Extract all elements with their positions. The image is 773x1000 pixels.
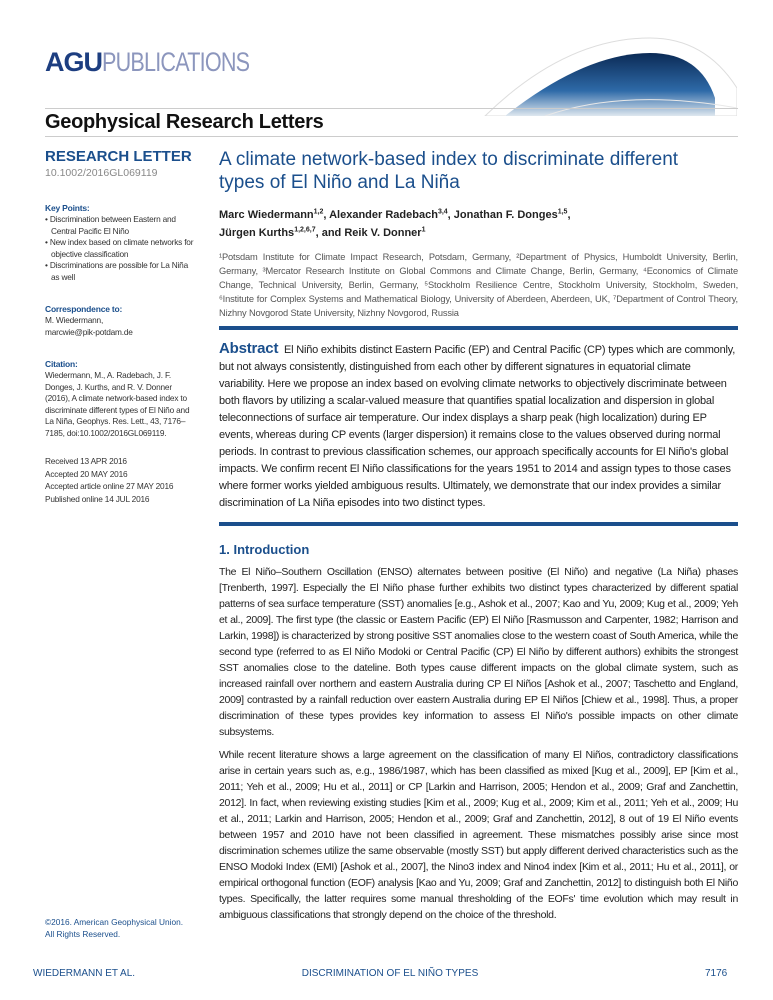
date-received: Received 13 APR 2016 xyxy=(45,456,127,466)
article-type: RESEARCH LETTER xyxy=(45,148,192,165)
agu-publications-logo xyxy=(45,47,286,78)
author-affiliation-marker: 1,2,6,7 xyxy=(294,226,316,234)
citation-text: Wiedermann, M., A. Radebach, J. F. Donges, J. Kurths, and R. V. Donner (2016), A climate network-based index to discriminate different types of El Niño and La Niña, Geophys. Res. Lett., 43, 7176–7185, doi:10.1002/2016GL069119. xyxy=(45,370,190,438)
author: Jonathan F. Donges xyxy=(453,209,558,221)
header-divider xyxy=(45,108,738,109)
intro-paragraph-2: While recent literature shows a large agreement on the classification of many El Niños, contradictory classifications arise in certain years such as, e.g., 1986/1987, which has been classified as mixed [Kug et al., 2009], EP [Kim et al., 2011; Yeh et al., 2009; Hu et al., 2011] or CP [Larkin and Harrison, 2005; Hendon et al., 2009; Graf and Zanchettin, 2012]. In fact, when reviewing existing studies [Kim et al., 2009; Kug et al., 2009; Kim et al., 2011; Yeh et al., 2009; Hu et al., 2011; Larkin and Harrison, 2005; Hendon et al., 2009; Graf and Zanchettin, 2012], 8 out of 19 El Niño events between 1957 and 2010 have not been classified in agreement. These mismatches possibly arise since most discrimination schemes utilize the same observable (mostly SST) but apply different derived characteristics such as the ENSO Modoki Index (EMI) [Ashok et al., 2007], the Nino3 index and Nino4 index [Kim et al., 2011; Hu et al., 2011], or empirical orthogonal function (EOF) analysis [Kao and Yu, 2009; Graf and Zanchettin, 2012] to distinguish both El Niño types. Specifically, the latter requires some manual thresholding of the EOFs' time evolution which may result in ambiguous classifications that strongly depend on the choice of the threshold. xyxy=(219,749,738,921)
key-point: • Discriminations are possible for La Niña as well xyxy=(45,260,197,283)
section-heading: 1. Introduction xyxy=(219,542,310,557)
earth-horizon-banner-image xyxy=(475,28,737,116)
author-affiliation-marker: 1,5 xyxy=(557,208,568,216)
correspondence-name: M. Wiedermann, xyxy=(45,315,104,325)
intro-paragraph-1: The El Niño–Southern Oscillation (ENSO) alternates between positive (El Niño) and negative (La Niña) phases [Trenberth, 1997]. Especially the El Niño phase further exhibits two distinct types characterized by different spatial patterns of sea surface temperature (SST) anomalies [e.g., Ashok et al., 2007; Kao and Yu, 2009; Kug et al., 2009; Yeh et al., 2009]. The first type (the classic or Eastern Pacific (EP) El Niño [Rasmusson and Carpenter, 1982; Harrison and Larkin, 1998]) is characterized by strong positive SST anomalies close to the western coast of South America, while the second type (referred to as El Niño Modoki or Central Pacific (CP) El Niño by different authors) exhibits the strongest SST anomalies close to the dateline. Both types cause different impacts on the global climate system, such as increased rainfall over northern and eastern Australia during CP El Niños [Ashok et al., 2007; Taschetto and England, 2009] contrasted by a rainfall reduction over eastern Australia during EP El Niños [Chiew et al., 1998]. Thus, a proper discrimination of these types provides key information to assess El Niño's possible impacts on other climate subsystems. xyxy=(219,566,738,738)
key-points xyxy=(45,202,197,283)
abstract-heading: Abstract xyxy=(219,340,279,357)
abstract-bottom-bar xyxy=(219,522,738,526)
key-point: • Discrimination between Eastern and Central Pacific El Niño xyxy=(45,214,197,237)
author: Jürgen Kurths xyxy=(219,227,295,239)
doi: 10.1002/2016GL069119 xyxy=(45,167,158,179)
copyright-line: ©2016. American Geophysical Union. xyxy=(45,917,184,927)
author: Alexander Radebach xyxy=(329,209,438,221)
journal-title: Geophysical Research Letters xyxy=(45,111,324,133)
author-affiliation-marker: 3,4 xyxy=(437,208,448,216)
author-separator: , and xyxy=(315,227,345,239)
key-points-heading: Key Points: xyxy=(45,203,90,213)
abstract-top-bar xyxy=(219,326,738,330)
key-point: • New index based on climate networks for objective classification xyxy=(45,237,197,260)
author-affiliation-marker: 1 xyxy=(421,226,426,234)
affiliations: ¹Potsdam Institute for Climate Impact Research, Potsdam, Germany, ²Department of Physics, Humboldt University, Berlin, Germany, ³Mercator Research Institute on Global Commons and Climate Change, Berlin, Germany, ⁴Economics of Climate Change, Technical University, Berlin, Germany, ⁵Stockholm Resilience Centre, Stockholm University, Stockholm, Sweden, ⁶Institute for Complex Systems and Mathematical Biology, University of Aberdeen, Aberdeen, UK, ⁷Department of Control Theory, Nizhny Novgorod State University, Nizhny Novgorod, Russia xyxy=(219,252,738,318)
logo-publications: PUBLICATIONS xyxy=(102,47,250,77)
author-separator: , xyxy=(447,209,454,221)
footer-authors: WIEDERMANN ET AL. xyxy=(33,968,136,979)
abstract xyxy=(219,340,738,512)
date-published: Published online 14 JUL 2016 xyxy=(45,493,150,504)
article-title: A climate network-based index to discriminate different types of El Niño and La Niña xyxy=(219,149,679,193)
logo-agu: AGU xyxy=(45,47,102,77)
footer-running-title: DISCRIMINATION OF EL NIÑO TYPES xyxy=(301,968,479,979)
correspondence-email[interactable]: marcwie@pik-potdam.de xyxy=(45,326,133,337)
main-column xyxy=(219,148,738,923)
copyright xyxy=(45,916,205,940)
date-accepted: Accepted 20 MAY 2016 xyxy=(45,468,128,479)
author-separator: , xyxy=(567,209,571,221)
journal-divider xyxy=(45,136,738,137)
author: Marc Wiedermann xyxy=(219,209,314,221)
article-dates xyxy=(45,455,197,505)
correspondence-heading: Correspondence to: xyxy=(45,304,123,314)
author-list xyxy=(219,206,738,242)
citation xyxy=(45,358,197,439)
copyright-line: All Rights Reserved. xyxy=(45,929,121,939)
abstract-text: El Niño exhibits distinct Eastern Pacific (EP) and Central Pacific (CP) types which are commonly, but not always consistently, distinguished from each other by different signatures in equatorial climate variability. Here we propose an index based on evolving climate networks to objectively discriminate between both flavors by utilizing a scalar-valued measure that quantifies spatial localization and dispersion in global teleconnections of surface air temperature. Our index displays a sharp peak (high localization) during EP events, whereas during CP events (larger dispersion) it remains close to the values observed during normal periods. In contrast to previous classification schemes, our approach specifically accounts for El Niño's global impacts. We confirm recent El Niño classifications for the years 1951 to 2014 and assign types to those cases where former works yielded ambiguous results. Ultimately, we demonstrate that our index provides a similar discrimination of La Niña episodes into two distinct types. xyxy=(219,344,736,509)
author: Reik V. Donner xyxy=(344,227,422,239)
author-affiliation-marker: 1,2 xyxy=(313,208,324,216)
sidebar xyxy=(45,148,197,505)
citation-heading: Citation: xyxy=(45,359,78,369)
correspondence xyxy=(45,303,197,338)
page-number: 7176 xyxy=(705,968,728,979)
date-online: Accepted article online 27 MAY 2016 xyxy=(45,481,174,491)
author-separator: , xyxy=(323,209,330,221)
